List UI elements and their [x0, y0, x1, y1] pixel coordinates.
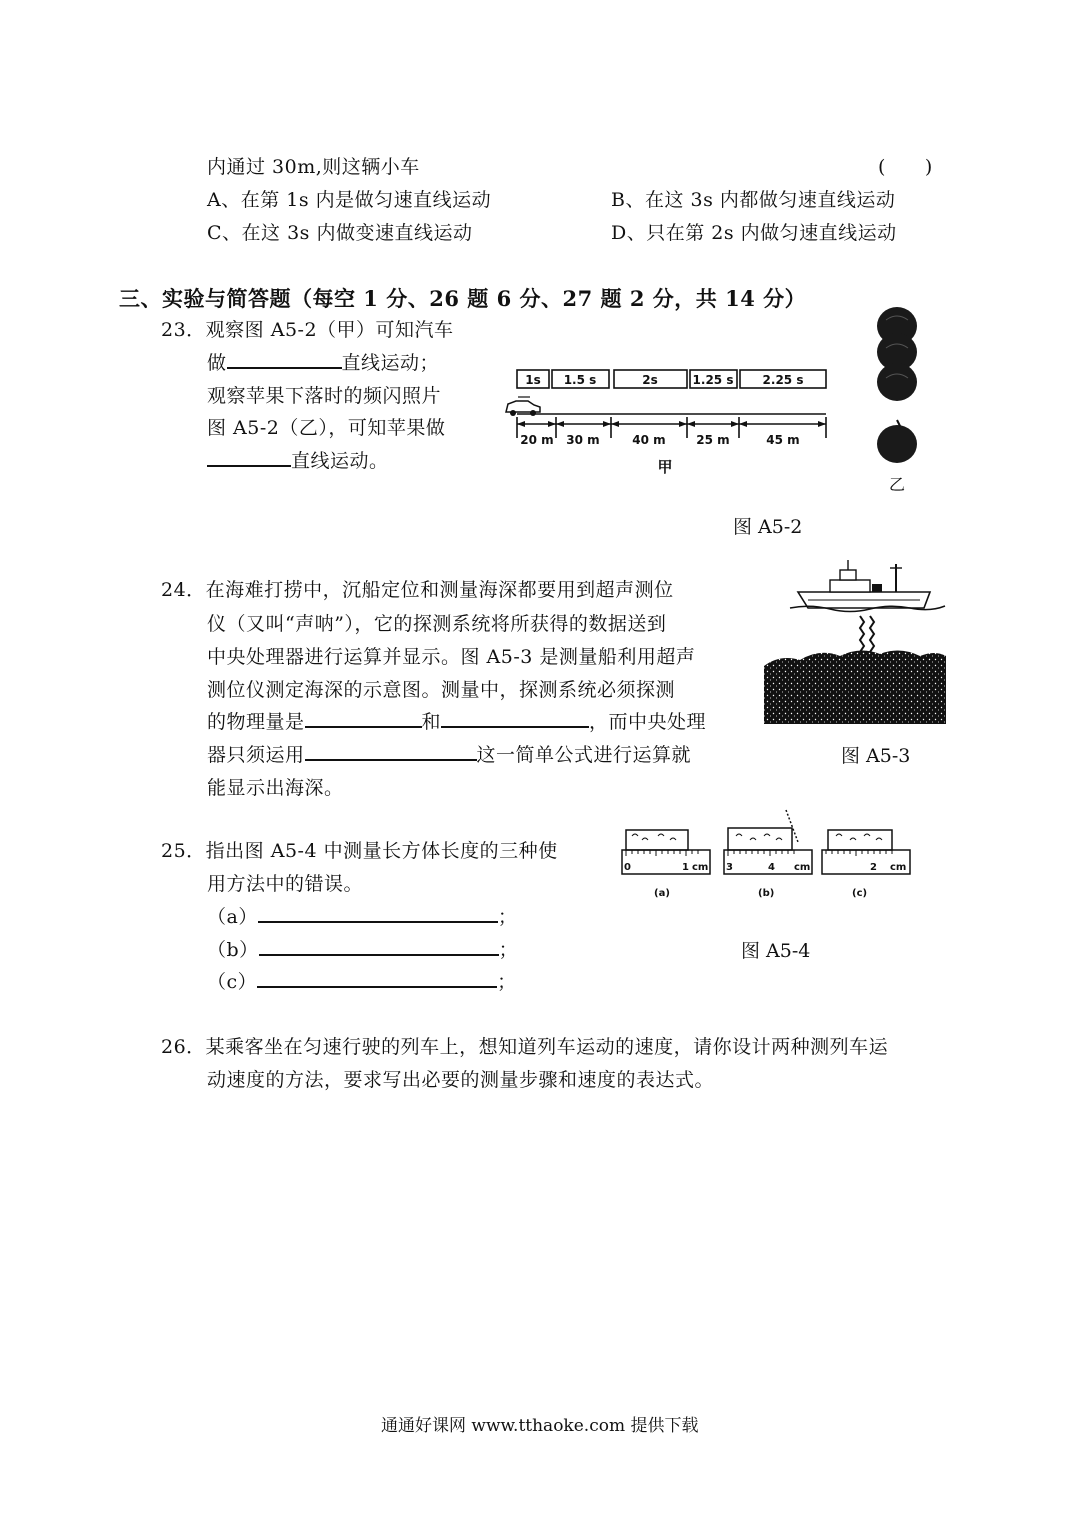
ruler-label-c: (c): [852, 888, 868, 899]
q24-blank-1[interactable]: [305, 708, 422, 728]
ruler-label-b: (b): [758, 888, 775, 899]
q24-line-1: 24．在海难打捞中，沉船定位和测量海深都要用到超声测位: [161, 579, 674, 601]
q25-item-a: （a） ；: [207, 903, 517, 931]
ruler-label-a: (a): [654, 888, 670, 899]
ruler-b-tick-4: 4: [768, 862, 775, 873]
time-label-2: 1.5 s: [563, 373, 597, 387]
q24-line-6: 器只须运用 这一简单公式进行运算就: [207, 741, 691, 769]
q24-line-2: 仪（又叫“声呐”），它的探测系统将所获得的数据送到: [207, 613, 667, 635]
q22-option-c: C、在这 3s 内做变速直线运动: [207, 222, 473, 244]
ruler-a-unit: cm: [692, 862, 709, 873]
car-icon: [506, 397, 540, 416]
block-a: [626, 830, 688, 850]
q22-option-a: A、在第 1s 内是做匀速直线运动: [207, 189, 492, 211]
q24-line-7: 能显示出海深。: [207, 777, 344, 799]
time-label-3: 2s: [642, 373, 658, 387]
q25-blank-b[interactable]: [259, 936, 499, 956]
figure-a5-2-caption: 图 A5-2: [733, 516, 803, 538]
q24-blank-3[interactable]: [305, 741, 477, 761]
ship-icon: [798, 560, 930, 608]
q26-line-2: 动速度的方法，要求写出必要的测量步骤和速度的表达式。: [207, 1069, 715, 1091]
q24-line-3: 中央处理器进行运算并显示。图 A5-3 是测量船利用超声: [207, 646, 696, 668]
ruler-a-tick-0: 0: [624, 862, 631, 873]
q22-option-b: B、在这 3s 内都做匀速直线运动: [611, 189, 896, 211]
section-3-heading: 三、实验与简答题（每空 1 分、26 题 6 分、27 题 2 分，共 14 分）: [119, 286, 807, 311]
dist-label-4: 25 m: [696, 433, 730, 447]
q23-line-5: 直线运动。: [207, 447, 389, 475]
time-label-5: 2.25 s: [762, 373, 804, 387]
time-label-1: 1s: [525, 373, 541, 387]
q22-stem-continuation: 内通过 30m,则这辆小车: [207, 156, 420, 178]
block-b: [728, 828, 792, 850]
figure-a5-2-jia: [500, 362, 835, 482]
ruler-a-tick-1: 1: [682, 862, 689, 873]
figure-a5-3-sonar-ship: [760, 556, 950, 728]
q23-line-1: 23．观察图 A5-2（甲）可知汽车: [161, 319, 454, 341]
ruler-c-unit: cm: [890, 862, 907, 873]
figure-a5-3-caption: 图 A5-3: [841, 745, 911, 767]
figure-label-jia: 甲: [657, 458, 673, 476]
q25-line-2: 用方法中的错误。: [207, 873, 364, 895]
apple-icon: [877, 363, 917, 401]
page-footer: 通通好课网 www.tthaoke.com 提供下载: [381, 1416, 699, 1436]
ruler-b-unit: cm: [794, 862, 811, 873]
figure-a5-4-caption: 图 A5-4: [741, 940, 811, 962]
q26-line-1: 26．某乘客坐在匀速行驶的列车上，想知道列车运动的速度，请你设计两种测列车运: [161, 1036, 889, 1058]
q25-item-b: （b） ；: [207, 936, 518, 964]
dist-label-2: 30 m: [566, 433, 600, 447]
dist-label-1: 20 m: [520, 433, 554, 447]
apple-icon: [877, 425, 917, 463]
q23-line-4: 图 A5-2（乙），可知苹果做: [207, 417, 446, 439]
q22-answer-bracket: ( ): [878, 156, 933, 178]
dist-label-3: 40 m: [632, 433, 666, 447]
seabed: [764, 650, 946, 724]
q23-line-3: 观察苹果下落时的频闪照片: [207, 385, 442, 407]
figure-label-yi: 乙: [888, 475, 906, 494]
q25-blank-c[interactable]: [257, 968, 497, 988]
q25-item-c: （c） ；: [207, 968, 517, 996]
q23-blank-1[interactable]: [227, 349, 342, 369]
q25-line-1: 25．指出图 A5-4 中测量长方体长度的三种使: [161, 840, 558, 862]
q24-line-4: 测位仪测定海深的示意图。测量中，探测系统必须探测: [207, 679, 676, 701]
time-label-4: 1.25 s: [692, 373, 734, 387]
q24-line-5: 的物理量是 和 ，而中央处理: [207, 708, 706, 736]
q25-blank-a[interactable]: [258, 903, 498, 923]
q22-option-d: D、只在第 2s 内做匀速直线运动: [611, 222, 897, 244]
ruler-c-tick-2: 2: [870, 862, 877, 873]
figure-a5-4-rulers: [618, 804, 913, 904]
q23-blank-2[interactable]: [207, 447, 291, 467]
q24-blank-2[interactable]: [441, 708, 589, 728]
ruler-b-tick-3: 3: [726, 862, 733, 873]
block-c: [828, 830, 892, 850]
dist-label-5: 45 m: [766, 433, 800, 447]
q23-line-2: 做 直线运动；: [207, 349, 439, 377]
figure-a5-2-yi: [868, 300, 928, 500]
